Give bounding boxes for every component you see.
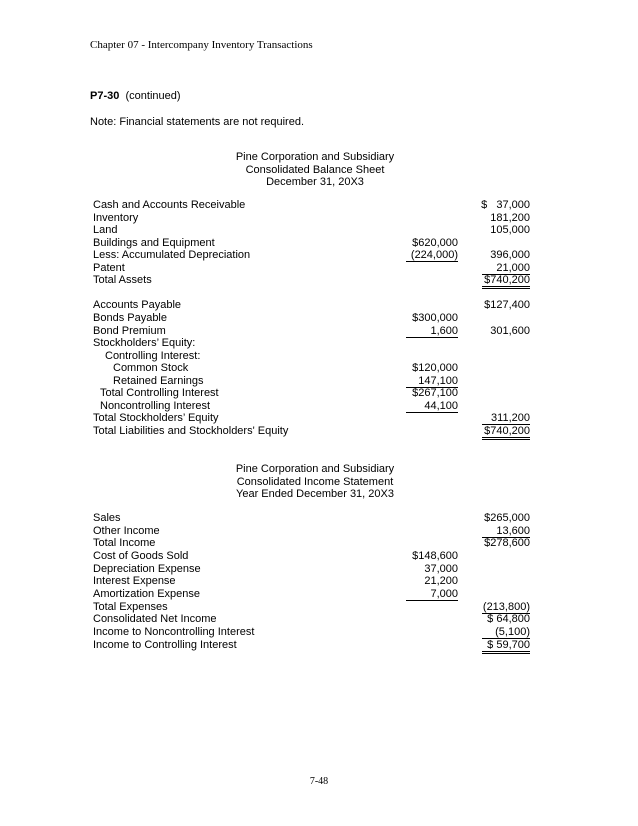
amount-text: (213,800) — [482, 600, 530, 613]
statement-row — [0, 224, 638, 237]
statement-name: Consolidated Income Statement — [236, 475, 394, 488]
subtotal-amount — [406, 249, 458, 262]
statement-row — [0, 563, 638, 576]
subtotal-amount — [412, 312, 458, 325]
row-label: Amortization Expense — [93, 587, 200, 600]
row-label: Accounts Payable — [93, 299, 182, 312]
amount-text: $120,000 — [412, 362, 458, 375]
subtotal-amount — [412, 362, 458, 375]
statement-row — [0, 375, 638, 388]
row-label: Total Income — [93, 537, 156, 550]
total-amount — [482, 412, 530, 425]
total-amount — [482, 639, 530, 654]
amount-text: 7,000 — [406, 589, 458, 601]
total-amount — [490, 249, 530, 262]
statement-date: Year Ended December 31, 20X3 — [236, 488, 394, 500]
amount-text: 1,600 — [406, 326, 458, 338]
subtotal-amount — [412, 237, 458, 250]
statement-row — [0, 212, 638, 225]
amount-text: 21,200 — [424, 575, 458, 588]
row-label: Buildings and Equipment — [93, 236, 215, 249]
statement-row — [0, 412, 638, 425]
row-label: Total Assets — [93, 274, 152, 287]
row-label: Total Liabilities and Stockholders' Equity — [93, 424, 289, 437]
problem-suffix: (continued) — [125, 90, 181, 102]
amount-text: $267,100 — [412, 387, 458, 400]
row-label: Total Expenses — [93, 600, 168, 613]
row-label: Cash and Accounts Receivable — [93, 199, 246, 211]
amount-text: 396,000 — [490, 249, 530, 262]
problem-id: P7-30 — [90, 90, 120, 102]
row-label: Land — [93, 224, 118, 237]
amount-text: $278,600 — [484, 537, 530, 550]
amount-text: 21,000 — [482, 263, 530, 275]
amount-text: $265,000 — [484, 512, 530, 524]
subtotal-amount — [412, 387, 458, 400]
total-amount — [482, 262, 530, 275]
amount-text: 311,200 — [482, 413, 530, 425]
amount-text: (224,000) — [406, 250, 458, 262]
total-amount — [482, 274, 530, 289]
row-label: Noncontrolling Interest — [100, 399, 211, 412]
statement-row — [0, 350, 638, 363]
income-statement-title — [90, 463, 540, 501]
statement-row — [0, 199, 638, 212]
subtotal-amount — [424, 563, 458, 576]
statement-row — [0, 537, 638, 550]
row-label: Income to Noncontrolling Interest — [93, 625, 255, 638]
statement-date: December 31, 20X3 — [266, 176, 364, 188]
amount-text: 44,100 — [406, 401, 458, 413]
note-text: Note: Financial statements are not required. — [90, 116, 305, 128]
statement-row — [0, 299, 638, 312]
amount-text: 301,600 — [490, 324, 530, 337]
subtotal-amount — [424, 575, 458, 588]
row-label: Common Stock — [113, 362, 189, 375]
statement-row — [0, 262, 638, 275]
total-amount — [490, 224, 530, 237]
amount-text: $127,400 — [484, 299, 530, 312]
row-label: Stockholders’ Equity: — [93, 337, 196, 350]
amount-text: 147,100 — [406, 376, 458, 388]
row-label: Bonds Payable — [93, 311, 167, 324]
statement-row — [0, 601, 638, 614]
subtotal-amount — [412, 550, 458, 563]
amount-text: $740,200 — [482, 426, 530, 440]
amount-text: 13,600 — [482, 526, 530, 538]
statement-row — [0, 613, 638, 626]
statement-row — [0, 525, 638, 538]
statement-row — [0, 400, 638, 413]
row-label: Controlling Interest: — [105, 349, 201, 362]
row-label: Inventory — [93, 211, 139, 224]
problem-title — [90, 90, 181, 102]
statement-row — [0, 575, 638, 588]
total-amount — [484, 299, 530, 312]
total-amount — [487, 613, 530, 626]
row-label: Sales — [93, 512, 121, 524]
statement-row — [0, 237, 638, 250]
statement-row — [0, 362, 638, 375]
amount-text: 181,200 — [490, 211, 530, 224]
total-amount — [481, 199, 530, 212]
row-label: Cost of Goods Sold — [93, 549, 189, 562]
row-label: Consolidated Net Income — [93, 613, 217, 626]
statement-row — [0, 626, 638, 639]
amount-text: 105,000 — [490, 224, 530, 237]
company-name: Pine Corporation and Subsidiary — [235, 463, 395, 475]
total-amount — [482, 425, 530, 440]
total-amount — [490, 212, 530, 225]
statement-name: Consolidated Balance Sheet — [245, 163, 385, 176]
row-label: Other Income — [93, 524, 160, 537]
subtotal-amount — [406, 588, 458, 601]
total-amount — [490, 325, 530, 338]
statement-row — [0, 312, 638, 325]
amount-text: $620,000 — [412, 236, 458, 249]
statement-row — [0, 588, 638, 601]
amount-text: (5,100) — [482, 627, 530, 639]
total-amount — [484, 537, 530, 550]
total-amount — [482, 525, 530, 538]
statement-row — [0, 337, 638, 350]
subtotal-amount — [406, 375, 458, 388]
row-label: Retained Earnings — [113, 374, 204, 387]
statement-row — [0, 425, 638, 438]
row-label: Depreciation Expense — [93, 562, 201, 575]
subtotal-amount — [406, 400, 458, 413]
amount-text: $ 37,000 — [481, 199, 530, 211]
company-name: Pine Corporation and Subsidiary — [235, 151, 395, 163]
chapter-header: Chapter 07 - Intercompany Inventory Transactions — [90, 39, 313, 51]
statement-row — [0, 512, 638, 525]
statement-row — [0, 325, 638, 338]
row-label: Less: Accumulated Depreciation — [93, 249, 251, 262]
page-number: 7-48 — [309, 776, 329, 787]
total-amount — [482, 626, 530, 639]
amount-text: $300,000 — [412, 311, 458, 324]
statement-row — [0, 387, 638, 400]
row-label: Interest Expense — [93, 575, 176, 588]
total-amount — [482, 601, 530, 614]
amount-text: $ 64,800 — [487, 613, 530, 626]
total-amount — [484, 512, 530, 525]
row-label: Total Controlling Interest — [100, 387, 219, 400]
statement-row — [0, 249, 638, 262]
amount-text: $148,600 — [412, 549, 458, 562]
row-label: Total Stockholders’ Equity — [93, 412, 219, 425]
amount-text: 37,000 — [424, 562, 458, 575]
amount-text: $740,200 — [482, 275, 530, 289]
row-label: Income to Controlling Interest — [93, 638, 237, 651]
row-label: Bond Premium — [93, 324, 166, 337]
subtotal-amount — [406, 325, 458, 338]
balance-sheet-title — [90, 151, 540, 189]
statement-row — [0, 639, 638, 652]
statement-row — [0, 550, 638, 563]
statement-row — [0, 274, 638, 287]
row-label: Patent — [93, 261, 125, 274]
amount-text: $ 59,700 — [482, 640, 530, 654]
